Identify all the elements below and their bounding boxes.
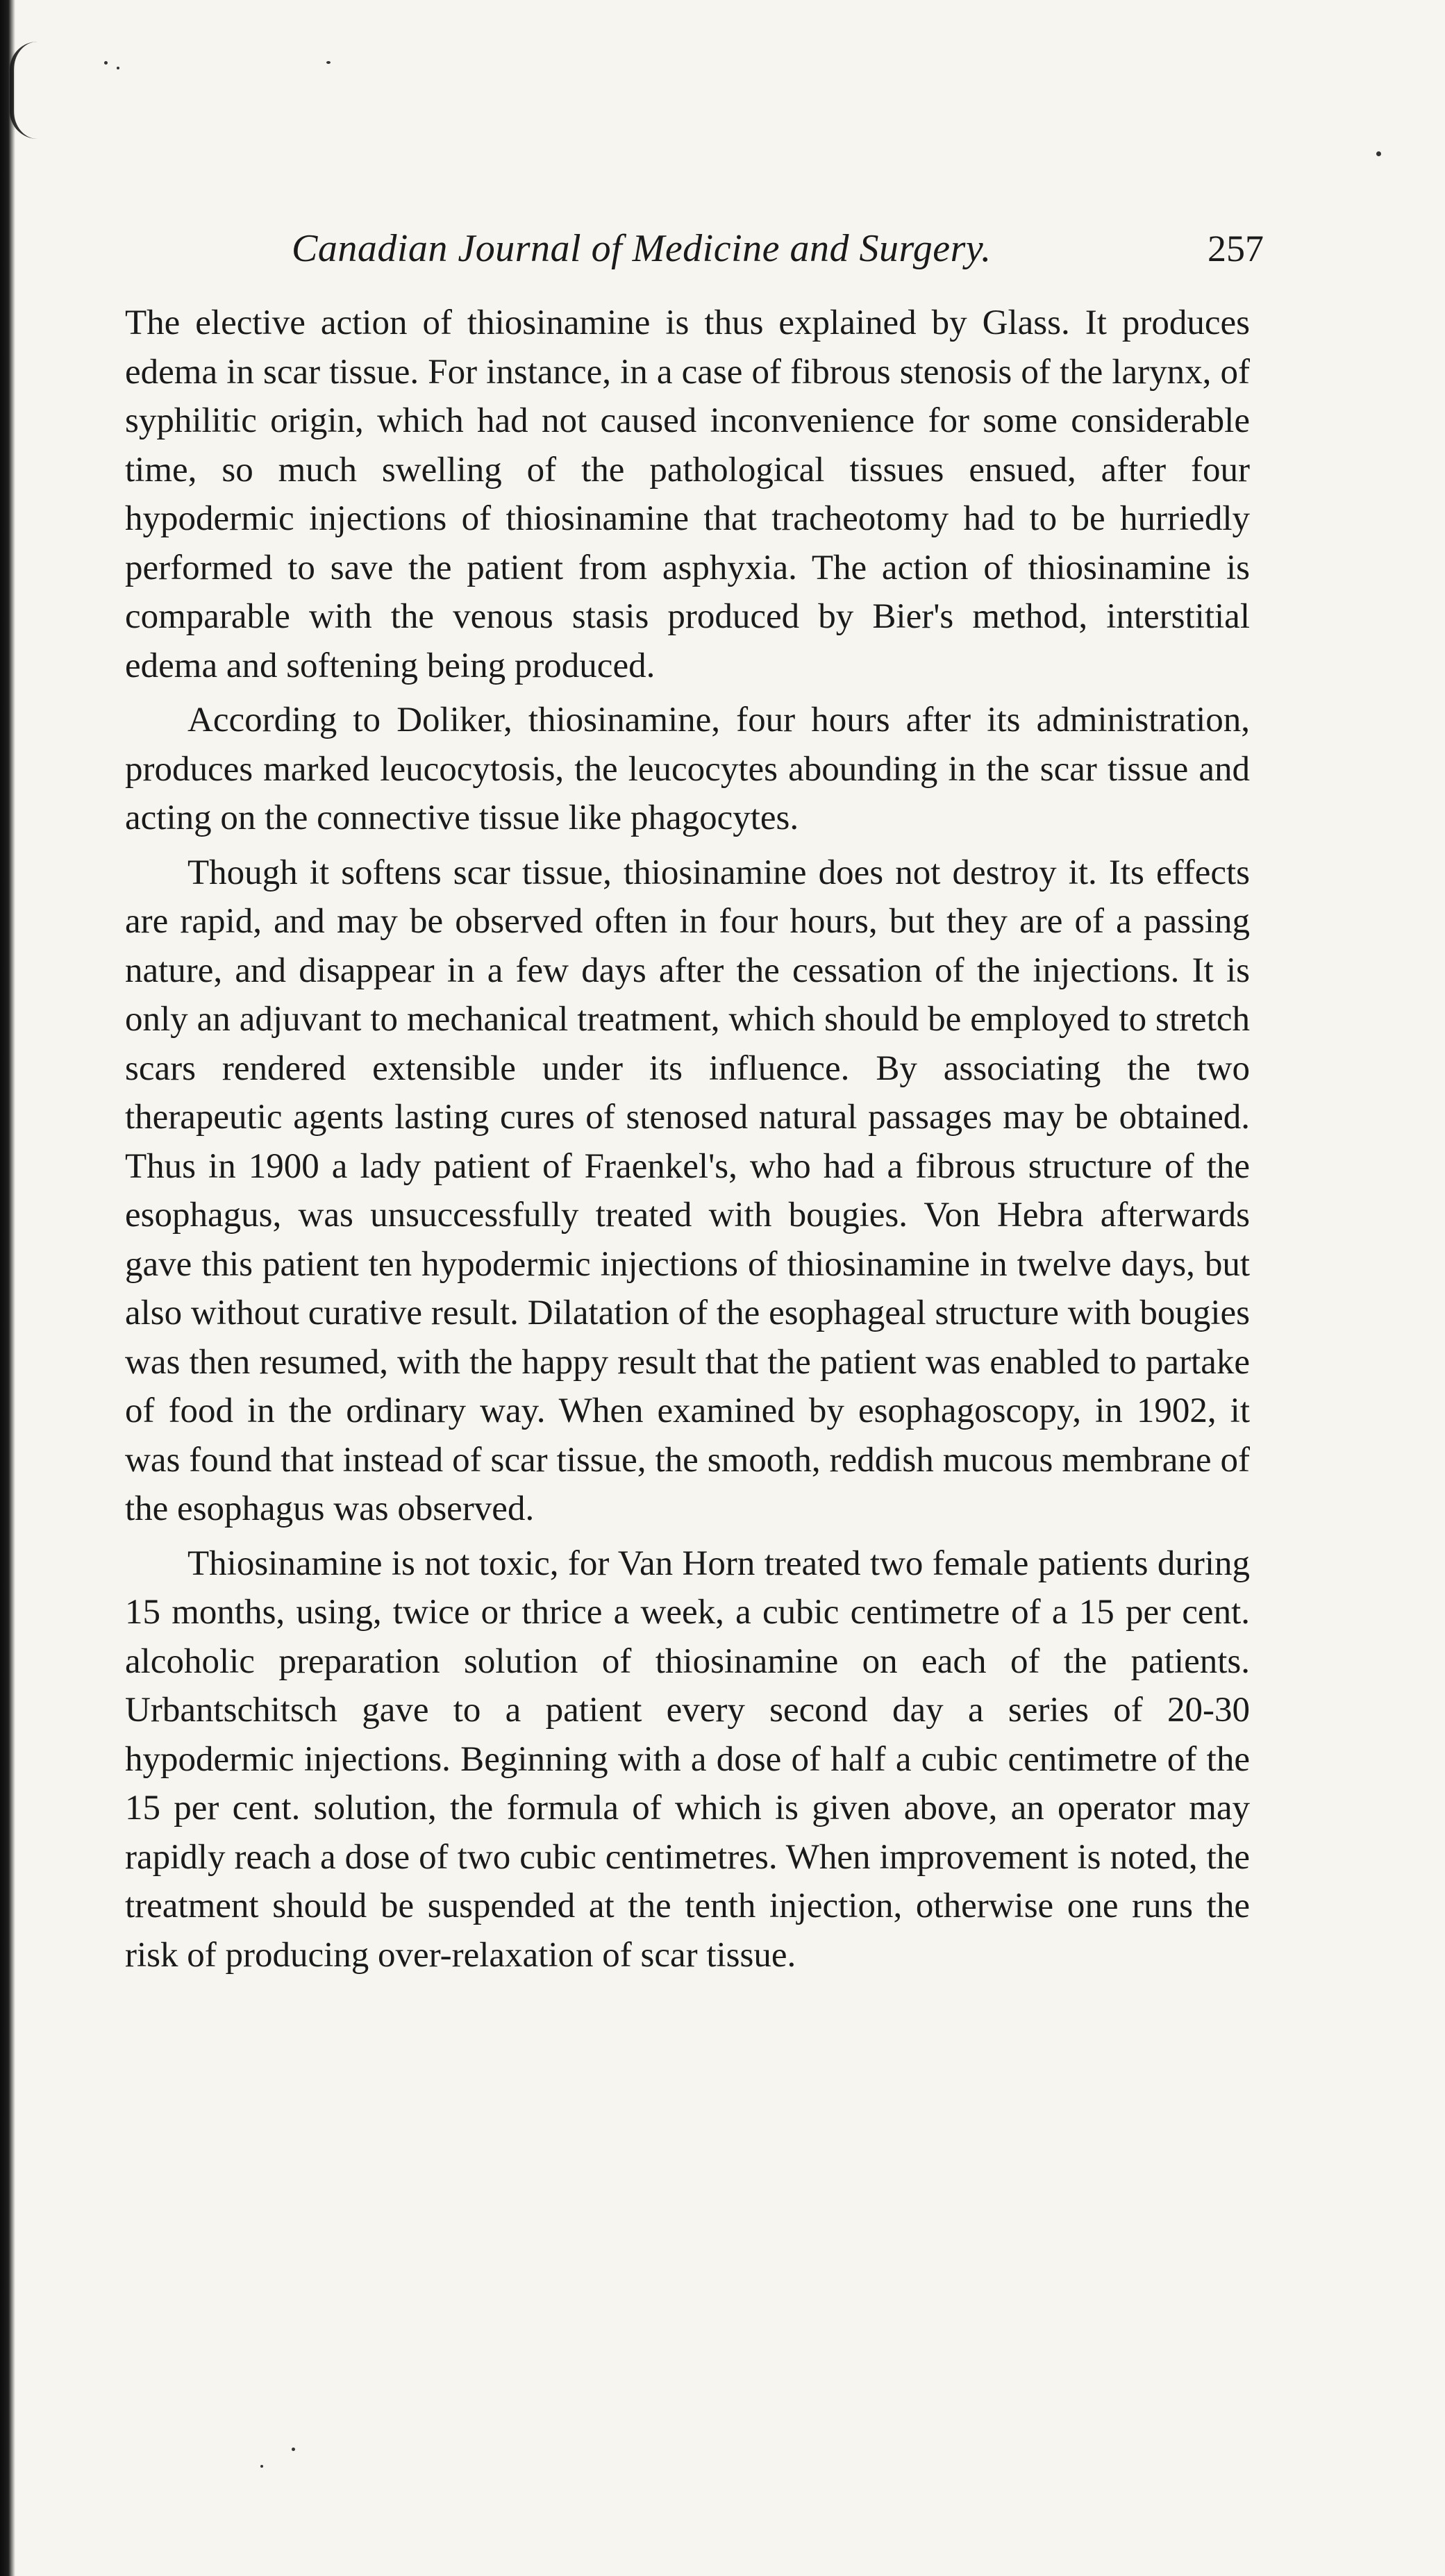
article-body <box>125 299 1250 1985</box>
ink-speck <box>292 2448 295 2451</box>
page-number: 257 <box>1208 228 1264 269</box>
ink-speck <box>1376 151 1381 156</box>
page-binding-edge <box>0 0 15 2576</box>
paragraph: Thiosinamine is not toxic, for Van Horn treated two female patients during 15 months, using, twice or thrice a week, a cubic centimetre of a 15 per cent. alcoholic preparation solution of thiosinamine on each of the patients. Urbantschitsch gave to a patient every second day a series of 20-30 hypodermic injections. Beginning with a dose of half a cubic centimetre of the 15 per cent. solution, the formula of which is given above, an operator may rapidly reach a dose of two cubic centimetres. When improvement is noted, the treatment should be suspended at the tenth injection, otherwise one runs the risk of producing over-relaxation of scar tissue. <box>125 1544 1250 1975</box>
ink-speck <box>117 67 119 69</box>
paragraph: The elective action of thiosinamine is thus explained by Glass. It produces edema in scar tissue. For instance, in a case of fibrous stenosis of the larynx, of syphilitic origin, which had not caused inconvenience for some considerable time, so much swelling of the pathological tissues ensued, after four hypodermic injections of thiosinamine that tracheotomy had to be hurriedly performed to save the patient from asphyxia. The action of thiosinamine is comparable with the venous stasis produced by Bier's method, interstitial edema and softening being produced. <box>125 303 1250 685</box>
ink-speck <box>260 2465 263 2468</box>
page-header <box>292 221 1264 276</box>
ink-speck <box>104 61 108 65</box>
paragraph: Though it softens scar tissue, thiosinamine does not destroy it. Its effects are rapid, and may be observed often in four hours, but they are of a passing nature, and disappear in a few days after the cessation of the injections. It is only an adjuvant to mechanical treatment, which should be employed to stretch scars rendered extensible under its influence. By associating the two therapeutic agents lasting cures of stenosed natural passages may be obtained. Thus in 1900 a lady patient of Fraenkel's, who had a fibrous structure of the esophagus, was unsuccessfully treated with bougies. Von Hebra afterwards gave this patient ten hypodermic injections of thiosinamine in twelve days, but also without curative result. Dilatation of the esophageal structure with bougies was then resumed, with the happy result that the patient was enabled to partake of food in the ordinary way. When examined by esophagoscopy, in 1902, it was found that instead of scar tissue, the smooth, reddish mucous membrane of the esophagus was observed. <box>125 853 1250 1528</box>
ink-speck <box>326 61 331 64</box>
journal-title: Canadian Journal of Medicine and Surgery. <box>292 227 992 270</box>
paragraph: According to Doliker, thiosinamine, four hours after its administration, produces marked leucocytosis, the leucocytes abounding in the scar tissue and acting on the connective tissue like phagocytes. <box>125 701 1250 837</box>
binding-tear-mark <box>10 42 42 139</box>
